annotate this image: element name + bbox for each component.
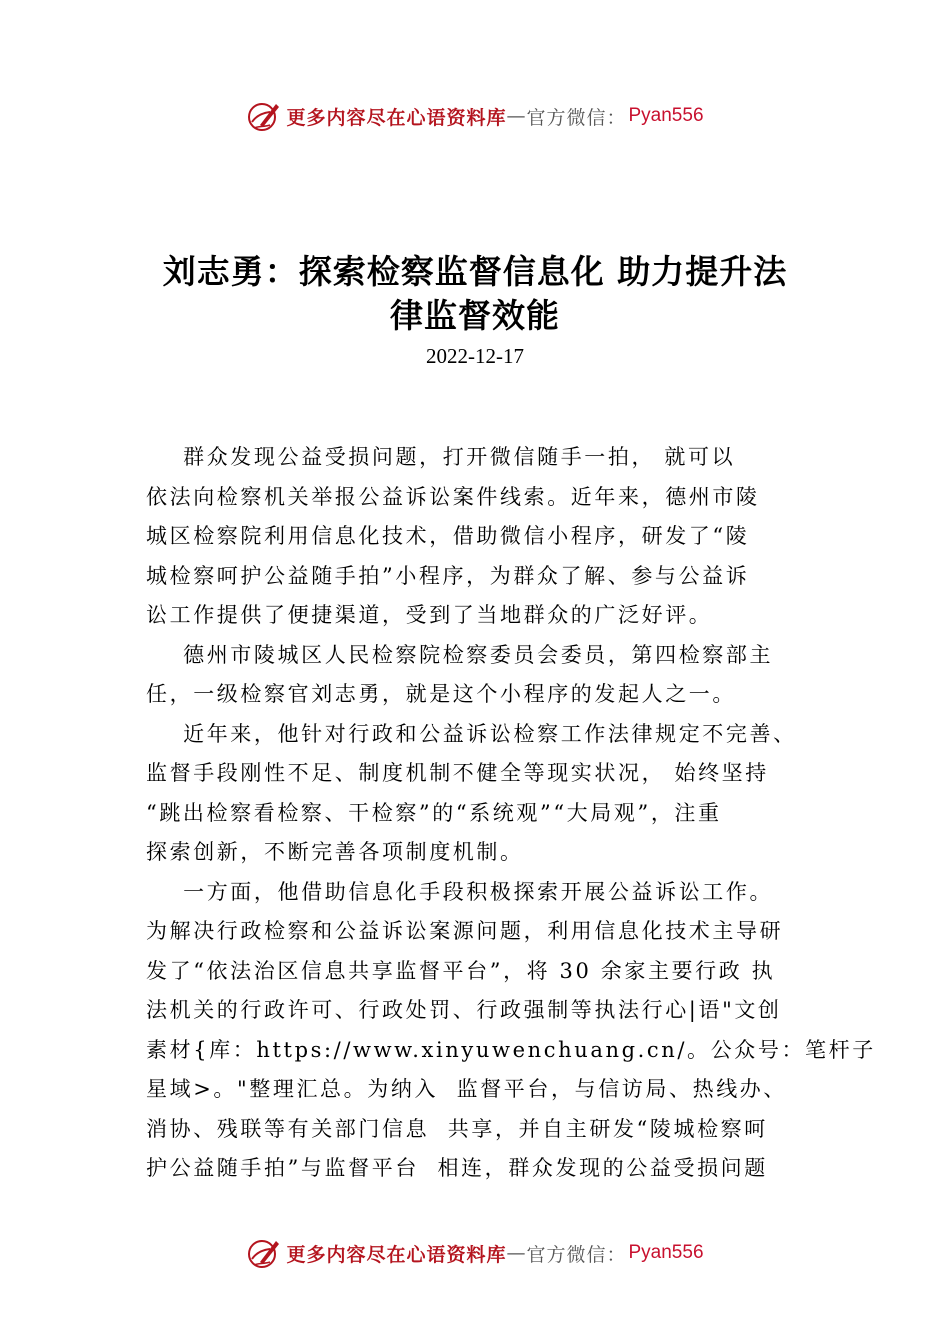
- body-line: 任，一级检察官刘志勇，就是这个小程序的发起人之一。: [146, 682, 736, 706]
- body-line: 星域>。"整理汇总。为纳入 监督平台，与信访局、热线办、: [146, 1077, 788, 1101]
- body-line: 探索创新，不断完善各项制度机制。: [146, 840, 524, 864]
- banner-title: 更多内容尽在心语资料库: [286, 1243, 507, 1266]
- body-line: 依法向检察机关举报公益诉讼案件线索。近年来，德州市陵: [146, 484, 760, 509]
- body-line: 城区检察院利用信息化技术，借助微信小程序，研发了“陵: [146, 524, 750, 548]
- body-line: 素材{库：https://www.xinyuwenchuang.cn/。公众号：笔杆子: [146, 1037, 876, 1062]
- footer-banner: [0, 1233, 950, 1273]
- article-title: [100, 250, 850, 338]
- header-banner: [0, 96, 950, 136]
- body-line: 护公益随手拍”与监督平台 相连，群众发现的公益受损问题: [146, 1156, 768, 1180]
- article-body: [146, 438, 876, 1189]
- body-line: 监督手段刚性不足、制度机制不健全等现实状况， 始终坚持: [146, 761, 769, 785]
- body-line: 发了“依法治区信息共享监督平台”，将 30 余家主要行政 执: [146, 958, 776, 983]
- body-line: 德州市陵城区人民检察院检察委员会委员，第四检察部主: [146, 642, 774, 667]
- body-line: “跳出检察看检察、干检察”的“系统观”“大局观”，注重: [146, 800, 722, 825]
- banner-dash: —: [506, 105, 527, 127]
- article-title-line-2: 律监督效能: [390, 296, 560, 335]
- article-date: 2022-12-17: [426, 344, 524, 368]
- body-line: 法机关的行政许可、行政处罚、行政强制等执法行心|语"文创: [146, 998, 782, 1022]
- body-line: 讼工作提供了便捷渠道，受到了当地群众的广泛好评。: [146, 603, 713, 627]
- body-line: 城检察呵护公益随手拍”小程序，为群众了解、参与公益诉: [146, 563, 750, 588]
- banner-title: 更多内容尽在心语资料库: [286, 106, 507, 129]
- banner-dash: —: [506, 1242, 527, 1264]
- body-line: 近年来，他针对行政和公益诉讼检察工作法律规定不完善、: [146, 721, 797, 746]
- pen-logo-icon: [246, 1235, 282, 1271]
- body-line: 为解决行政检察和公益诉讼案源问题，利用信息化技术主导研: [146, 919, 784, 943]
- banner-wechat-label: 官方微信：: [526, 1243, 627, 1266]
- banner-wechat-id: Pyan556: [628, 1242, 704, 1263]
- banner-wechat-id: Pyan556: [628, 105, 704, 126]
- article-title-line-1: 刘志勇：探索检察监督信息化 助力提升法: [162, 252, 788, 291]
- body-line: 群众发现公益受损问题，打开微信随手一拍， 就可以: [146, 445, 736, 469]
- body-line: 一方面，他借助信息化手段积极探索开展公益诉讼工作。: [146, 879, 774, 904]
- banner-wechat-label: 官方微信：: [526, 106, 627, 129]
- body-line: 消协、残联等有关部门信息 共享，并自主研发“陵城检察呵: [146, 1116, 768, 1141]
- pen-logo-icon: [246, 98, 282, 134]
